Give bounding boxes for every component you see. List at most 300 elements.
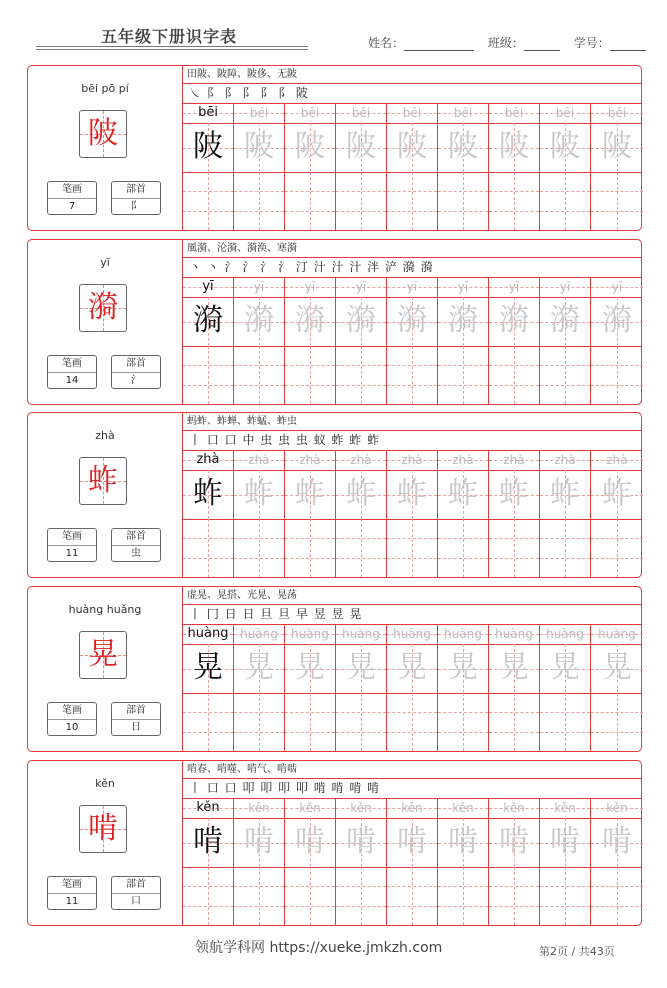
character-trace: 陂 <box>295 129 325 164</box>
pinyin-heading: kěn <box>95 777 115 790</box>
character-trace: 蚱 <box>499 476 529 511</box>
practice-cell[interactable] <box>489 172 540 230</box>
practice-cell[interactable] <box>183 867 234 925</box>
pinyin-trace: zhà <box>554 453 576 467</box>
pinyin-trace: zhà <box>248 453 270 467</box>
practice-cell[interactable] <box>336 693 387 751</box>
character-cell <box>183 123 234 172</box>
pinyin-trace: huàng <box>393 627 431 641</box>
character-cell <box>438 123 489 172</box>
pinyin-trace: kěn <box>554 801 576 815</box>
pinyin-cell <box>540 450 591 470</box>
character-cell <box>387 297 438 346</box>
stroke-order: ㇏ ⻖ ⻖ ⻖ 阝 阝 陂 <box>189 86 309 100</box>
pinyin-trace: huàng <box>291 627 329 641</box>
character-trace: 漪 <box>602 303 632 338</box>
character-cell <box>489 297 540 346</box>
practice-cell[interactable] <box>285 867 336 925</box>
pinyin-cell <box>336 624 387 644</box>
practice-cell[interactable] <box>438 693 489 751</box>
big-character: 蚱 <box>88 463 118 498</box>
stroke-count-box <box>47 355 97 389</box>
character-trace: 陂 <box>448 129 478 164</box>
pinyin-trace: zhà <box>299 453 321 467</box>
pinyin-cell <box>336 103 387 123</box>
practice-cell[interactable] <box>489 867 540 925</box>
pinyin-trace: kěn <box>350 801 372 815</box>
radical-value: 口 <box>131 896 141 907</box>
character-cell <box>285 644 336 693</box>
pinyin-cell <box>387 798 438 818</box>
stroke-order: 丨 口 口 中 虫 虫 虫 蚁 蚱 蚱 蚱 <box>189 433 381 447</box>
example-words: 啃春、啃噬、啃气、啃啮 <box>187 764 297 775</box>
character-cell <box>438 644 489 693</box>
character-row <box>183 123 641 173</box>
stroke-count-label: 笔画 <box>62 879 82 890</box>
pinyin-trace: bēi <box>351 106 371 120</box>
pinyin-trace: bēi <box>300 106 320 120</box>
pinyin-trace: yī <box>559 280 571 294</box>
practice-cell[interactable] <box>285 519 336 577</box>
class-label: 班级： <box>487 36 524 50</box>
character-row <box>183 818 641 868</box>
character-row <box>183 297 641 347</box>
pinyin-heading: zhà <box>95 429 115 442</box>
practice-cell[interactable] <box>285 693 336 751</box>
big-character-box <box>79 284 127 332</box>
practice-cell[interactable] <box>285 172 336 230</box>
character-trace: 蚱 <box>397 476 427 511</box>
character-card <box>27 65 642 231</box>
big-character: 漪 <box>88 290 118 325</box>
character-trace: 晃 <box>295 650 325 685</box>
practice-cell[interactable] <box>540 867 591 925</box>
example-words: 虚晃、晃搭、光晃、晃荡 <box>187 590 297 601</box>
pinyin-row <box>183 103 641 124</box>
pinyin-trace: huàng <box>444 627 482 641</box>
stroke-count-box <box>47 702 97 736</box>
character-trace: 漪 <box>193 303 223 338</box>
pinyin-trace: huàng <box>342 627 380 641</box>
stroke-count-box <box>47 181 97 215</box>
pinyin-trace: bēi <box>453 106 473 120</box>
practice-cell[interactable] <box>183 519 234 577</box>
character-trace: 啃 <box>346 824 376 859</box>
practice-cell[interactable] <box>591 867 643 925</box>
practice-cell[interactable] <box>336 346 387 404</box>
big-character-box <box>79 805 127 853</box>
pinyin-cell <box>285 277 336 297</box>
radical-box <box>111 528 161 562</box>
practice-cell[interactable] <box>591 346 643 404</box>
practice-cell[interactable] <box>540 519 591 577</box>
character-trace: 啃 <box>244 824 274 859</box>
stroke-order: 丶 丶 氵 氵 氵 氵 汀 汁 汁 汁 泮 浐 漪 漪 <box>189 260 434 274</box>
character-trace: 啃 <box>448 824 478 859</box>
pinyin-trace: zhà <box>503 453 525 467</box>
radical-label: 部首 <box>126 879 146 890</box>
pinyin-trace: yī <box>355 280 367 294</box>
pinyin-cell <box>234 103 285 123</box>
pinyin-trace: zhà <box>452 453 474 467</box>
writing-row <box>183 172 641 230</box>
practice-cell[interactable] <box>591 693 643 751</box>
practice-cell[interactable] <box>489 519 540 577</box>
radical-box <box>111 876 161 910</box>
pinyin-trace: huàng <box>598 627 636 641</box>
practice-cell[interactable] <box>540 346 591 404</box>
character-cell <box>489 818 540 867</box>
practice-area <box>182 413 641 577</box>
pinyin-cell <box>336 277 387 297</box>
pinyin-trace: huàng <box>546 627 584 641</box>
pinyin-cell <box>591 277 643 297</box>
pinyin-cell <box>183 450 234 470</box>
character-cell <box>336 644 387 693</box>
pinyin-trace: bēi <box>607 106 627 120</box>
example-words: 田陂、陂障、陂侈、无陂 <box>187 69 297 80</box>
character-cell <box>336 297 387 346</box>
practice-cell[interactable] <box>234 519 285 577</box>
class-field[interactable] <box>524 38 560 51</box>
character-card <box>27 760 642 926</box>
character-trace: 晃 <box>244 650 274 685</box>
practice-grid <box>183 277 641 404</box>
big-character-box <box>79 110 127 158</box>
student-info-fields <box>368 34 646 51</box>
character-trace: 陂 <box>346 129 376 164</box>
character-cell <box>285 297 336 346</box>
stroke-order: 丨 冂 日 日 旦 旦 早 昱 昱 晃 <box>189 607 363 621</box>
card-info <box>28 761 182 925</box>
practice-cell[interactable] <box>387 693 438 751</box>
radical-label: 部首 <box>126 531 146 542</box>
character-cell <box>387 644 438 693</box>
pinyin-trace: kěn <box>196 800 220 815</box>
pinyin-cell <box>540 624 591 644</box>
pinyin-trace: huàng <box>187 626 229 641</box>
practice-cell[interactable] <box>591 519 643 577</box>
pinyin-cell <box>540 277 591 297</box>
character-row <box>183 644 641 694</box>
practice-cell[interactable] <box>438 346 489 404</box>
character-card <box>27 586 642 752</box>
practice-cell[interactable] <box>438 172 489 230</box>
character-cell <box>591 123 643 172</box>
pinyin-trace: bēi <box>555 106 575 120</box>
pinyin-cell <box>387 103 438 123</box>
practice-cell[interactable] <box>234 867 285 925</box>
pinyin-cell <box>336 798 387 818</box>
pinyin-heading: bēi pō pí <box>81 82 129 95</box>
radical-box <box>111 702 161 736</box>
pinyin-trace: zhà <box>350 453 372 467</box>
character-trace: 晃 <box>397 650 427 685</box>
pinyin-cell <box>387 450 438 470</box>
pinyin-cell <box>387 624 438 644</box>
radical-label: 部首 <box>126 705 146 716</box>
pinyin-trace: bēi <box>402 106 422 120</box>
pinyin-cell <box>438 103 489 123</box>
pinyin-heading: yī <box>100 256 110 269</box>
character-trace: 啃 <box>602 824 632 859</box>
character-cell <box>540 297 591 346</box>
pinyin-cell <box>489 103 540 123</box>
practice-area <box>182 66 641 230</box>
practice-cell[interactable] <box>591 172 643 230</box>
character-cell <box>183 644 234 693</box>
character-trace: 晃 <box>346 650 376 685</box>
character-trace: 蚱 <box>602 476 632 511</box>
character-trace: 陂 <box>602 129 632 164</box>
number-label: 学号： <box>573 36 610 50</box>
practice-cell[interactable] <box>183 693 234 751</box>
character-trace: 啃 <box>550 824 580 859</box>
practice-cell[interactable] <box>387 172 438 230</box>
big-character: 啃 <box>88 811 118 846</box>
character-cell <box>387 818 438 867</box>
pinyin-trace: huàng <box>240 627 278 641</box>
number-field[interactable] <box>610 38 646 51</box>
character-trace: 啃 <box>499 824 529 859</box>
pinyin-trace: yī <box>202 279 214 294</box>
character-trace: 啃 <box>193 824 223 859</box>
character-cell <box>336 818 387 867</box>
title-underline-2 <box>36 49 308 50</box>
pinyin-trace: huàng <box>495 627 533 641</box>
pinyin-cell <box>438 798 489 818</box>
character-trace: 晃 <box>602 650 632 685</box>
pinyin-cell <box>183 103 234 123</box>
big-character: 陂 <box>88 116 118 151</box>
pinyin-trace: bēi <box>198 105 218 120</box>
card-info <box>28 240 182 404</box>
pinyin-trace: kěn <box>452 801 474 815</box>
radical-value: 日 <box>131 722 141 733</box>
character-trace: 晃 <box>550 650 580 685</box>
radical-label: 部首 <box>126 184 146 195</box>
practice-cell[interactable] <box>336 519 387 577</box>
practice-cell[interactable] <box>234 693 285 751</box>
character-cell <box>591 644 643 693</box>
practice-cell[interactable] <box>285 346 336 404</box>
practice-area <box>182 587 641 751</box>
practice-cell[interactable] <box>183 172 234 230</box>
pinyin-row <box>183 624 641 645</box>
practice-area <box>182 240 641 404</box>
pinyin-cell <box>285 450 336 470</box>
footer-site: 领航学科网 https://xueke.jmkzh.com <box>195 940 443 956</box>
character-trace: 蚱 <box>550 476 580 511</box>
character-trace: 蚱 <box>244 476 274 511</box>
writing-row <box>183 867 641 925</box>
character-cell <box>387 470 438 519</box>
character-trace: 晃 <box>499 650 529 685</box>
practice-cell[interactable] <box>438 867 489 925</box>
card-info <box>28 587 182 751</box>
character-cell <box>489 644 540 693</box>
stroke-count-label: 笔画 <box>62 705 82 716</box>
stroke-order: 丨 口 口 叩 叩 叩 叩 啃 啃 啃 啃 <box>189 781 381 795</box>
pinyin-cell <box>489 450 540 470</box>
pinyin-row <box>183 798 641 819</box>
pinyin-cell <box>489 277 540 297</box>
practice-grid <box>183 450 641 577</box>
practice-cell[interactable] <box>489 693 540 751</box>
stroke-count-box <box>47 876 97 910</box>
title-underline <box>36 46 308 47</box>
pinyin-cell <box>234 277 285 297</box>
practice-cell[interactable] <box>387 867 438 925</box>
practice-cell[interactable] <box>540 172 591 230</box>
character-cell <box>387 123 438 172</box>
pinyin-cell <box>285 103 336 123</box>
character-cell <box>336 470 387 519</box>
writing-row <box>183 346 641 404</box>
writing-row <box>183 693 641 751</box>
practice-cell[interactable] <box>438 519 489 577</box>
pinyin-cell <box>183 798 234 818</box>
radical-value: 虫 <box>131 548 141 559</box>
pinyin-cell <box>591 450 643 470</box>
character-cell <box>540 470 591 519</box>
stroke-count-value: 7 <box>68 201 76 212</box>
stroke-count-label: 笔画 <box>62 184 82 195</box>
stroke-count-value: 14 <box>65 375 79 386</box>
card-info <box>28 66 182 230</box>
pinyin-cell <box>336 450 387 470</box>
character-trace: 蚱 <box>346 476 376 511</box>
practice-cell[interactable] <box>336 172 387 230</box>
character-trace: 晃 <box>448 650 478 685</box>
character-trace: 漪 <box>499 303 529 338</box>
practice-grid <box>183 624 641 751</box>
character-card <box>27 412 642 578</box>
practice-cell[interactable] <box>336 867 387 925</box>
pinyin-trace: zhà <box>196 452 220 467</box>
big-character: 晃 <box>88 637 118 672</box>
pinyin-trace: kěn <box>299 801 321 815</box>
character-cell <box>285 123 336 172</box>
pinyin-trace: kěn <box>401 801 423 815</box>
practice-cell[interactable] <box>234 346 285 404</box>
character-trace: 蚱 <box>193 476 223 511</box>
pinyin-cell <box>387 277 438 297</box>
pinyin-cell <box>234 624 285 644</box>
practice-grid <box>183 798 641 925</box>
character-trace: 漪 <box>448 303 478 338</box>
character-cell <box>183 818 234 867</box>
practice-cell[interactable] <box>183 346 234 404</box>
pinyin-cell <box>183 277 234 297</box>
character-cell <box>438 470 489 519</box>
practice-cell[interactable] <box>387 346 438 404</box>
character-cell <box>285 818 336 867</box>
practice-cell[interactable] <box>234 172 285 230</box>
character-cell <box>591 297 643 346</box>
pinyin-cell <box>489 624 540 644</box>
character-trace: 啃 <box>295 824 325 859</box>
character-cell <box>591 470 643 519</box>
pinyin-heading: huàng huǎng <box>68 603 142 616</box>
big-character-box <box>79 631 127 679</box>
character-cell <box>489 470 540 519</box>
radical-box <box>111 181 161 215</box>
pinyin-trace: kěn <box>606 801 628 815</box>
page-title: 五年级下册识字表 <box>101 27 238 46</box>
stroke-count-label: 笔画 <box>62 358 82 369</box>
stroke-count-value: 11 <box>65 548 79 559</box>
pinyin-trace: yī <box>611 280 623 294</box>
pinyin-cell <box>234 450 285 470</box>
character-cell <box>489 123 540 172</box>
character-cell <box>234 470 285 519</box>
character-cell <box>438 297 489 346</box>
practice-cell[interactable] <box>489 346 540 404</box>
pinyin-cell <box>438 450 489 470</box>
name-field[interactable] <box>404 38 474 51</box>
pinyin-cell <box>591 103 643 123</box>
card-info <box>28 413 182 577</box>
pinyin-trace: yī <box>253 280 265 294</box>
character-cell <box>540 818 591 867</box>
character-trace: 漪 <box>244 303 274 338</box>
pinyin-trace: zhà <box>606 453 628 467</box>
name-label: 姓名： <box>368 36 405 50</box>
pinyin-trace: yī <box>457 280 469 294</box>
character-cell <box>540 123 591 172</box>
pinyin-row <box>183 450 641 471</box>
character-card <box>27 239 642 405</box>
practice-grid <box>183 103 641 230</box>
radical-value: 阝 <box>131 201 141 212</box>
character-cell <box>591 818 643 867</box>
character-trace: 陂 <box>397 129 427 164</box>
character-trace: 漪 <box>295 303 325 338</box>
example-words: 風漪、沦漪、漪涣、寒漪 <box>187 243 297 254</box>
pinyin-trace: yī <box>406 280 418 294</box>
practice-cell[interactable] <box>540 693 591 751</box>
character-trace: 陂 <box>550 129 580 164</box>
character-cell <box>285 470 336 519</box>
character-trace: 啃 <box>397 824 427 859</box>
practice-cell[interactable] <box>387 519 438 577</box>
pinyin-trace: bēi <box>249 106 269 120</box>
pinyin-cell <box>234 798 285 818</box>
pinyin-trace: yī <box>304 280 316 294</box>
character-trace: 漪 <box>397 303 427 338</box>
pinyin-trace: kěn <box>503 801 525 815</box>
page-number: 第2页 / 共43页 <box>539 945 615 958</box>
pinyin-cell <box>540 798 591 818</box>
character-trace: 陂 <box>499 129 529 164</box>
pinyin-cell <box>438 624 489 644</box>
character-trace: 蚱 <box>295 476 325 511</box>
character-cell <box>234 297 285 346</box>
pinyin-cell <box>591 798 643 818</box>
character-cell <box>336 123 387 172</box>
character-trace: 陂 <box>244 129 274 164</box>
pinyin-cell <box>489 798 540 818</box>
radical-label: 部首 <box>126 358 146 369</box>
writing-row <box>183 519 641 577</box>
character-row <box>183 470 641 520</box>
character-trace: 晃 <box>193 650 223 685</box>
pinyin-trace: bēi <box>504 106 524 120</box>
stroke-count-label: 笔画 <box>62 531 82 542</box>
pinyin-trace: kěn <box>248 801 270 815</box>
character-trace: 蚱 <box>448 476 478 511</box>
